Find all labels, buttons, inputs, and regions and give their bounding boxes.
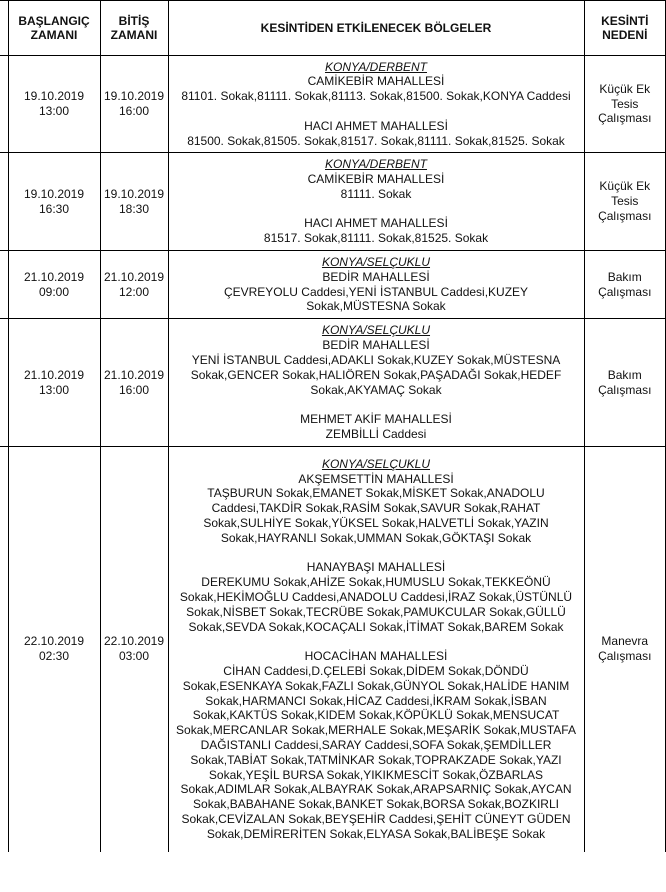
neighborhood-name: HACI AHMET MAHALLESİ bbox=[304, 118, 448, 133]
cell-text: 19.10.2019 bbox=[23, 186, 85, 201]
region-title: KONYA/DERBENT bbox=[324, 59, 428, 74]
cell-text: Çalışması bbox=[598, 649, 652, 664]
reason-cell bbox=[584, 153, 666, 251]
cell-text: 16:00 bbox=[118, 104, 150, 118]
start-time-cell bbox=[8, 319, 100, 447]
neighborhood-name: HACI AHMET MAHALLESİ bbox=[304, 216, 448, 231]
spacer bbox=[169, 634, 584, 649]
street-list: Sokak,SULHİYE Sokak,YÜKSEL Sokak,HALVETLİ Sokak,YAZIN bbox=[203, 516, 549, 531]
cell-text: 03:00 bbox=[118, 649, 150, 664]
end-time-cell bbox=[100, 153, 168, 251]
reason-cell bbox=[584, 251, 666, 319]
cell-text: 19.10.2019 bbox=[23, 89, 85, 104]
street-list: Caddesi,TAKDİR Sokak,RASİM Sokak,SAVUR Sokak,RAHAT bbox=[211, 501, 541, 516]
affected-regions-cell bbox=[168, 447, 584, 852]
region-title: KONYA/SELÇUKLU bbox=[321, 456, 431, 471]
cell-text: 02:30 bbox=[38, 649, 70, 664]
neighborhood-name: HANAYBAŞI MAHALLESİ bbox=[306, 560, 446, 575]
cell-text: 21.10.2019 bbox=[23, 269, 85, 284]
cell-text: Bakım bbox=[607, 269, 642, 284]
neighborhood-name: BEDİR MAHALLESİ bbox=[322, 269, 430, 284]
cell-text: 21.10.2019 bbox=[23, 367, 85, 382]
street-list: Sokak,BABAHANE Sokak,BANKET Sokak,BORSA Sokak,BOZKIRLI bbox=[193, 797, 559, 812]
neighborhood-name: CAMİKEBİR MAHALLESİ bbox=[307, 171, 445, 186]
cell-text: Tesis bbox=[611, 96, 639, 111]
street-list: Sokak,HEKİMOĞLU Caddesi,ANADOLU Caddesi,İRAZ Sokak,ÜSTÜNLÜ bbox=[179, 590, 573, 605]
start-time-cell bbox=[8, 153, 100, 251]
reason-cell bbox=[584, 447, 666, 852]
cell-text: 22.10.2019 bbox=[103, 634, 165, 649]
street-list: 81500. Sokak,81505. Sokak,81517. Sokak,81111. Sokak,81525. Sokak bbox=[187, 133, 565, 148]
affected-regions-cell bbox=[168, 56, 584, 153]
cell-text: 21.10.2019 bbox=[103, 269, 165, 284]
spacer bbox=[169, 202, 584, 217]
street-list: 81101. Sokak,81111. Sokak,81113. Sokak,81500. Sokak,KONYA Caddesi bbox=[181, 89, 571, 104]
region-title: KONYA/SELÇUKLU bbox=[321, 254, 431, 269]
end-time-cell bbox=[100, 447, 168, 852]
table-row bbox=[0, 56, 666, 153]
affected-regions-cell bbox=[168, 153, 584, 251]
cell-text: 13:00 bbox=[38, 104, 70, 118]
street-list: ZEMBİLLİ Caddesi bbox=[325, 426, 427, 441]
street-list: Sokak,MERCANLAR Sokak,MERHALE Sokak,MEŞARİK Sokak,MUSTAFA bbox=[176, 723, 576, 738]
street-list: Sokak,YEŞİL BURSA Sokak,YIKIKMESCİT Sokak,ÖZBARLAS bbox=[208, 767, 544, 782]
edge-cell bbox=[0, 153, 8, 251]
region-title: KONYA/DERBENT bbox=[324, 157, 428, 172]
neighborhood-name: AKŞEMSETTİN MAHALLESİ bbox=[298, 471, 454, 486]
cell-text: 19.10.2019 bbox=[103, 186, 165, 201]
header-end-time: BİTİŞ ZAMANI bbox=[100, 1, 168, 56]
affected-regions-cell bbox=[168, 251, 584, 319]
edge-cell bbox=[0, 447, 8, 852]
street-list: Sokak,ESENKAYA Sokak,FAZLI Sokak,GÜNYOL Sokak,HALİDE HANIM bbox=[182, 678, 570, 693]
street-list: DAĞISTANLI Caddesi,SARAY Caddesi,SOFA Sokak,ŞEMDİLLER bbox=[200, 738, 552, 753]
table-row bbox=[0, 251, 666, 319]
neighborhood-name: MEHMET AKİF MAHALLESİ bbox=[300, 412, 452, 427]
edge-cell bbox=[0, 319, 8, 447]
street-list: ÇEVREYOLU Caddesi,YENİ İSTANBUL Caddesi,KUZEY bbox=[223, 284, 529, 299]
cell-text: 16:00 bbox=[118, 382, 150, 397]
street-list: Sokak,DEMİRERİTEN Sokak,ELYASA Sokak,BALİBEŞE Sokak bbox=[206, 826, 546, 841]
start-time-cell bbox=[8, 251, 100, 319]
street-list: Sokak,ADIMLAR Sokak,ALBAYRAK Sokak,ARAPSARNIÇ Sokak,AYCAN bbox=[180, 782, 572, 797]
street-list: Sokak,TABİAT Sokak,TATMİNKAR Sokak,TOPRAKZADE Sokak,YAZI bbox=[190, 752, 562, 767]
cell-text: 09:00 bbox=[38, 284, 70, 299]
edge-cell bbox=[0, 56, 8, 153]
cell-text: Tesis bbox=[611, 194, 639, 209]
cell-text: 16:30 bbox=[38, 201, 70, 216]
start-time-cell bbox=[8, 56, 100, 153]
neighborhood-name: HOCACİHAN MAHALLESİ bbox=[304, 649, 448, 664]
cell-text: Manevra bbox=[601, 634, 649, 649]
street-list: Sokak,KAKTÜS Sokak,KIDEM Sokak,KÖPÜKLÜ Sokak,MENSUCAT bbox=[192, 708, 560, 723]
reason-cell bbox=[584, 56, 666, 153]
spacer bbox=[169, 546, 584, 561]
cell-text: 22.10.2019 bbox=[23, 634, 85, 649]
start-time-cell bbox=[8, 447, 100, 852]
street-list: Sokak,GENCER Sokak,HALIÖREN Sokak,PAŞADAĞI Sokak,HEDEF bbox=[190, 367, 562, 382]
street-list: Sokak,MÜSTESNA Sokak bbox=[306, 299, 446, 314]
street-list: 81517. Sokak,81111. Sokak,81525. Sokak bbox=[263, 231, 489, 246]
header-affected-regions: KESİNTİDEN ETKİLENECEK BÖLGELER bbox=[168, 1, 584, 56]
region-title: KONYA/SELÇUKLU bbox=[321, 323, 431, 338]
street-list: CİHAN Caddesi,D.ÇELEBİ Sokak,DİDEM Sokak,DÖNDÜ bbox=[223, 664, 529, 679]
header-start-time: BAŞLANGIÇ ZAMANI bbox=[8, 1, 100, 56]
cell-text: Küçük Ek bbox=[599, 179, 651, 194]
street-list: TAŞBURUN Sokak,EMANET Sokak,MİSKET Sokak,ANADOLU bbox=[207, 486, 545, 501]
spacer bbox=[169, 397, 584, 412]
cell-text: Küçük Ek bbox=[599, 81, 651, 96]
cell-text: 19.10.2019 bbox=[103, 89, 165, 104]
table-row bbox=[0, 447, 666, 852]
end-time-cell bbox=[100, 56, 168, 153]
end-time-cell bbox=[100, 251, 168, 319]
street-list: Sokak,SEVDA Sokak,KOCAÇALI Sokak,İTİMAT Sokak,BAREM Sokak bbox=[188, 619, 564, 634]
edge-cell bbox=[0, 251, 8, 319]
affected-regions-cell bbox=[168, 319, 584, 447]
street-list: Sokak,HARMANCI Sokak,HİCAZ Caddesi,İKRAM Sokak,İSBAN bbox=[205, 693, 547, 708]
cell-text: Çalışması bbox=[598, 111, 652, 126]
reason-cell bbox=[584, 319, 666, 447]
cell-text: 18:30 bbox=[118, 201, 150, 216]
street-list: Sokak,CEVİZALAN Sokak,BEYŞEHİR Caddesi,ŞEHİT CÜNEYT GÜDEN bbox=[181, 812, 571, 827]
neighborhood-name: CAMİKEBİR MAHALLESİ bbox=[307, 74, 445, 89]
street-list: Sokak,NİSBET Sokak,TECRÜBE Sokak,PAMUKCULAR Sokak,GÜLLÜ bbox=[186, 604, 566, 619]
edge-cell bbox=[0, 1, 8, 56]
table-row bbox=[0, 319, 666, 447]
cell-text: 13:00 bbox=[38, 382, 70, 397]
spacer bbox=[169, 104, 584, 119]
cell-text: Çalışması bbox=[598, 382, 652, 397]
header-reason: KESİNTİ NEDENİ bbox=[584, 1, 666, 56]
neighborhood-name: BEDİR MAHALLESİ bbox=[322, 338, 430, 353]
street-list: DEREKUMU Sokak,AHİZE Sokak,HUMUSLU Sokak,TEKKEÖNÜ bbox=[201, 575, 551, 590]
cell-text: 12:00 bbox=[118, 284, 150, 299]
cell-text: 21.10.2019 bbox=[103, 367, 165, 382]
street-list: YENİ İSTANBUL Caddesi,ADAKLI Sokak,KUZEY Sokak,MÜSTESNA bbox=[191, 352, 561, 367]
end-time-cell bbox=[100, 319, 168, 447]
street-list: 81111. Sokak bbox=[340, 186, 412, 201]
cell-text: Çalışması bbox=[598, 208, 652, 223]
cell-text: Bakım bbox=[607, 367, 642, 382]
header-row bbox=[0, 1, 666, 56]
street-list: Sokak,AKYAMAÇ Sokak bbox=[310, 382, 442, 397]
table-row bbox=[0, 153, 666, 251]
street-list: Sokak,HAYRANLI Sokak,UMMAN Sokak,GÖKTAŞI Sokak bbox=[220, 530, 532, 545]
cell-text: Çalışması bbox=[598, 284, 652, 299]
